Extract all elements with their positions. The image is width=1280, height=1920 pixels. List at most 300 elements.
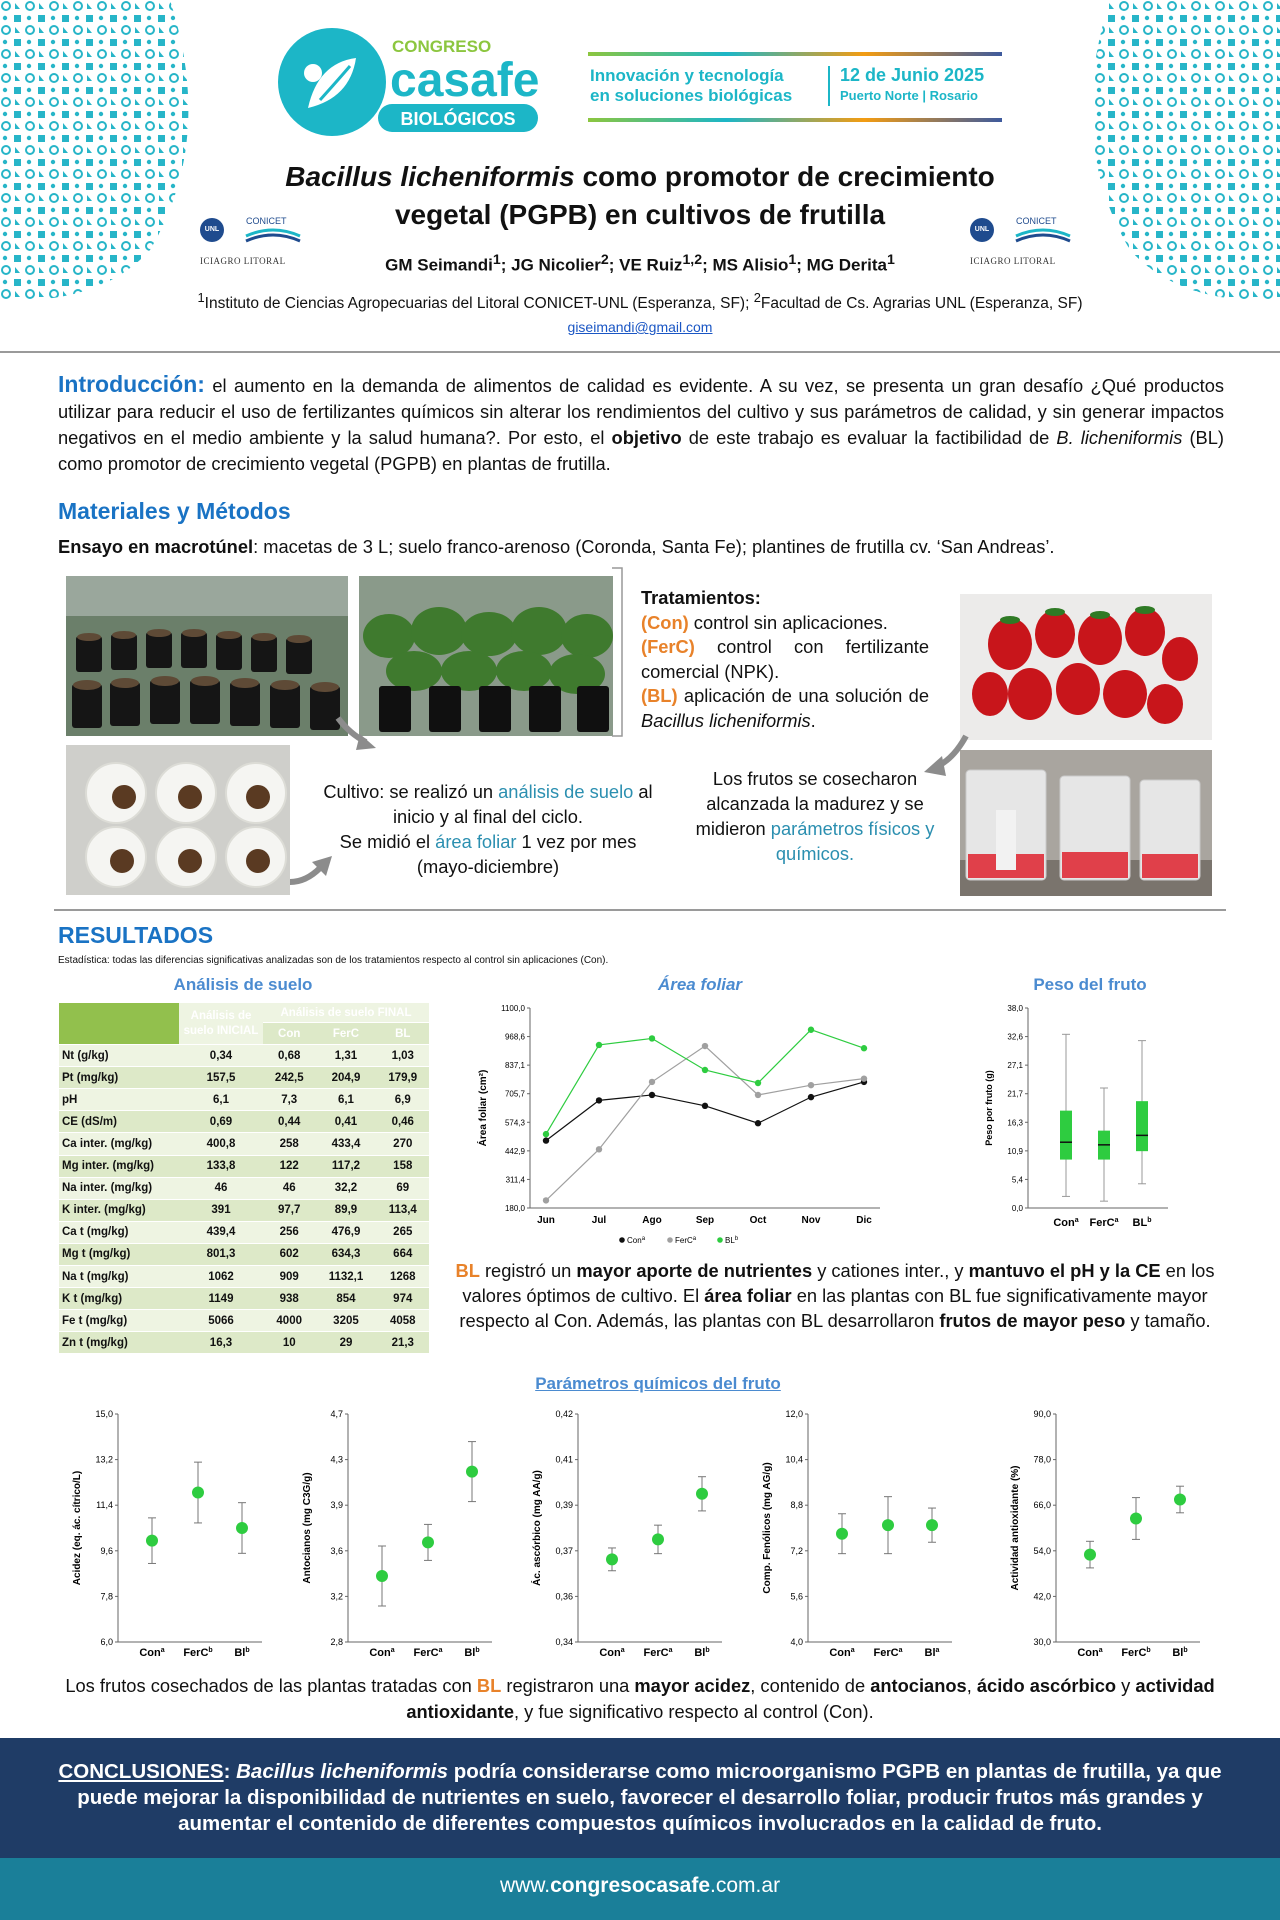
table-cell: 6,1 [315, 1089, 376, 1111]
table-row-label: Ca t (mg/kg) [59, 1221, 179, 1243]
x-tick-label [1121, 1647, 1150, 1659]
table-cell: 0,46 [377, 1111, 429, 1133]
table-cell: 433,4 [315, 1133, 376, 1155]
table-cell: 97,7 [263, 1199, 315, 1221]
data-point [755, 1120, 761, 1126]
table-cell: 46 [263, 1177, 315, 1199]
table-cell: 0,41 [315, 1111, 376, 1133]
category-letter: a [850, 1647, 855, 1654]
table-row [59, 1089, 429, 1111]
table-row-label: Pt (mg/kg) [59, 1067, 179, 1089]
x-tick-label [1090, 1217, 1119, 1229]
data-point [146, 1535, 158, 1547]
table-row [59, 1221, 429, 1243]
category-letter: a [935, 1647, 940, 1654]
table-cell: 854 [315, 1288, 376, 1310]
data-point [649, 1079, 655, 1085]
data-point [808, 1027, 814, 1033]
arrow-icon [334, 714, 380, 754]
data-point [926, 1519, 938, 1531]
introduction: Introducción: el aumento en la demanda de alimentos de calidad es evidente. A su vez, se presenta un gran desafío ¿Qué productos utilizar para reducir el uso de fertilizantes químicos sin alterar los rendimientos del cultivo y sus parámetros de calidad, y sin generar impactos negativos en el medio ambiente y la salud humana?. Por esto, el objetivo de este trabajo es evaluar la factibilidad de B. licheniformis (BL) como promotor de crecimiento vegetal (PGPB) en plantas de frutilla. [58, 371, 1224, 474]
table-cell: 602 [263, 1243, 315, 1265]
x-tick-label: Jul [591, 1215, 607, 1226]
category-letter: b [475, 1647, 480, 1654]
legend-letter: a [641, 1236, 646, 1242]
category-letter: b [208, 1647, 213, 1654]
poster-title: Bacillus licheniformis como promotor de crecimiento vegetal (PGPB) en cultivos de frutilla [285, 161, 995, 230]
statistics-note: Estadística: todas las diferencias significativas analizadas son de los tratamientos respecto al control sin aplicaciones (Con). [58, 955, 609, 966]
y-tick-label: 32,6 [1007, 1032, 1023, 1042]
table-cell: 439,4 [179, 1221, 263, 1243]
legend-entry [627, 1236, 646, 1245]
table-cell: 1062 [179, 1266, 263, 1288]
y-tick-label: 7,2 [790, 1545, 803, 1556]
category-letter: a [160, 1647, 165, 1654]
y-tick-label: 3,9 [330, 1500, 343, 1511]
table-row-label: Ca inter. (mg/kg) [59, 1133, 179, 1155]
x-tick-label [1077, 1647, 1102, 1659]
table-cell: 3205 [315, 1310, 376, 1332]
category-name: Bl [924, 1647, 936, 1659]
category-name: FerC [643, 1647, 669, 1659]
data-point [702, 1067, 708, 1073]
table-cell: 242,5 [263, 1067, 315, 1089]
table-cell: 1149 [179, 1288, 263, 1310]
y-tick-label: 78,0 [1033, 1454, 1051, 1465]
data-point [649, 1035, 655, 1041]
data-point [543, 1137, 549, 1143]
y-tick-label: 9,6 [100, 1545, 113, 1556]
table-cell: 133,8 [179, 1155, 263, 1177]
table-cell: 974 [377, 1288, 429, 1310]
box [1136, 1101, 1148, 1151]
affiliations: $^1$Instituto de Ciencias Agropecuarias del Litoral CONICET-UNL (Esperanza, SF); $^2$Facultad de Cs. Agrarias UNL (Esperanza, SF) [197, 290, 1083, 313]
table-row [59, 1332, 429, 1354]
y-axis-label: Comp. Fenólicos (mg AG/g) [762, 1462, 773, 1594]
legend-entry [725, 1236, 739, 1245]
data-point [702, 1103, 708, 1109]
table-cell: 46 [179, 1177, 263, 1199]
data-point [606, 1553, 618, 1565]
x-tick-label [1133, 1217, 1152, 1229]
y-axis-label: Ác. ascórbico (mg AA/g) [532, 1470, 543, 1586]
table-cell: 89,9 [315, 1199, 376, 1221]
y-tick-label: 5,6 [790, 1591, 803, 1602]
acidity-chart [62, 1400, 272, 1660]
table-cell: 32,2 [315, 1177, 376, 1199]
bracket [610, 566, 630, 738]
data-point [1130, 1513, 1142, 1525]
x-tick-label [369, 1647, 394, 1659]
legend-marker [717, 1237, 723, 1243]
category-name: Con [369, 1647, 391, 1659]
table-cell: 122 [263, 1155, 315, 1177]
y-tick-label: 0,34 [555, 1637, 573, 1647]
x-tick-label [464, 1647, 479, 1659]
y-tick-label: 54,0 [1033, 1545, 1051, 1556]
table-row [59, 1199, 429, 1221]
y-tick-label: 180,0 [504, 1204, 525, 1213]
y-tick-label: 837,1 [504, 1061, 525, 1071]
table-cell: 0,44 [263, 1111, 315, 1133]
table-cell: 391 [179, 1199, 263, 1221]
table-cell: 265 [377, 1221, 429, 1243]
table-cell: 16,3 [179, 1332, 263, 1354]
photo-strawberries [960, 594, 1212, 740]
photo-strawberry-plants [359, 576, 613, 736]
slogan-line-2: en soluciones biológicas [590, 86, 793, 105]
table-cell: 400,8 [179, 1133, 263, 1155]
category-name: FerC [1089, 1217, 1115, 1229]
category-name: FerC [873, 1647, 899, 1659]
data-point [649, 1092, 655, 1098]
table-cell: 117,2 [315, 1155, 376, 1177]
category-name: Con [139, 1647, 161, 1659]
header-slogan [588, 52, 1002, 122]
category-name: Bl [1172, 1647, 1184, 1659]
x-tick-label: Sep [695, 1215, 715, 1226]
header-final: Análisis de suelo FINAL [263, 1003, 429, 1023]
category-letter: a [438, 1647, 443, 1654]
contact-email-link[interactable]: giseimandi@gmail.com [567, 319, 713, 335]
photo-pots-macrotunnel [66, 576, 348, 736]
y-tick-label: 3,6 [330, 1545, 343, 1556]
x-tick-label [874, 1647, 903, 1659]
table-cell: 29 [315, 1332, 376, 1354]
table-cell: 157,5 [179, 1067, 263, 1089]
table-row-label: K t (mg/kg) [59, 1288, 179, 1310]
y-axis-label: Antocianos (mg C3G/g) [302, 1472, 313, 1584]
y-tick-label: 0,37 [555, 1545, 573, 1556]
category-name: Con [1077, 1647, 1099, 1659]
category-letter: b [1146, 1647, 1151, 1654]
data-point [861, 1075, 867, 1081]
table-cell: 0,34 [179, 1045, 263, 1067]
category-name: Con [829, 1647, 851, 1659]
category-letter: b [1147, 1217, 1152, 1224]
data-point [755, 1092, 761, 1098]
x-tick-label [644, 1647, 673, 1659]
category-name: BL [1132, 1217, 1148, 1229]
fruit-summary: Los frutos cosechados de las plantas tratadas con BL registraron una mayor acidez, contenido de antocianos, ácido ascórbico y actividad antioxidante, y fue significativo respecto al control (Con). [65, 1675, 1215, 1722]
y-tick-label: 1100,0 [501, 1004, 525, 1013]
table-cell: 476,9 [315, 1221, 376, 1243]
category-name: FerC [413, 1647, 439, 1659]
iciagro-logo: ICIAGRO LITORAL [970, 256, 1056, 266]
category-name: Bl [694, 1647, 706, 1659]
category-letter: a [1074, 1217, 1079, 1224]
data-point [652, 1533, 664, 1545]
table-row-label: pH [59, 1089, 179, 1111]
y-tick-label: 13,2 [95, 1454, 113, 1465]
chemical-params-title: Parámetros químicos del fruto [535, 1374, 781, 1393]
table-cell: 7,3 [263, 1089, 315, 1111]
table-cell: 1,31 [315, 1045, 376, 1067]
table-cell: 1268 [377, 1266, 429, 1288]
header-initial: Análisis de suelo INICIAL [179, 1003, 263, 1045]
table-cell: 1,03 [377, 1045, 429, 1067]
table-row-label: Mg t (mg/kg) [59, 1243, 179, 1265]
x-tick-label: Dic [856, 1215, 872, 1226]
legend-name: BL [725, 1236, 735, 1245]
unl-logo: UNL [970, 218, 994, 242]
data-point [696, 1488, 708, 1500]
table-cell: 179,9 [377, 1067, 429, 1089]
table-row [59, 1288, 429, 1310]
y-tick-label: 10,4 [785, 1454, 803, 1465]
table-row-label: Mg inter. (mg/kg) [59, 1155, 179, 1177]
x-tick-label [414, 1647, 443, 1659]
phenolics-chart [752, 1400, 962, 1660]
table-row [59, 1310, 429, 1332]
cultivation-description: Cultivo: se realizó un análisis de suelo al inicio y al final del ciclo. Se midió el área foliar 1 vez por mes (mayo-diciembre) [323, 781, 653, 877]
data-point [596, 1097, 602, 1103]
y-tick-label: 66,0 [1033, 1500, 1051, 1511]
leaf-area-chart [470, 996, 900, 1245]
table-cell: 4058 [377, 1310, 429, 1332]
table-row-label: Na t (mg/kg) [59, 1266, 179, 1288]
x-tick-label [139, 1647, 164, 1659]
category-letter: a [1114, 1217, 1119, 1224]
y-tick-label: 0,0 [1011, 1204, 1023, 1213]
y-axis-label: Área foliar (cm²) [478, 1069, 489, 1147]
conclusions-heading: CONCLUSIONES [58, 1760, 224, 1783]
table-row [59, 1045, 429, 1067]
y-tick-label: 968,6 [504, 1032, 525, 1042]
data-point [861, 1045, 867, 1051]
y-tick-label: 5,4 [1011, 1175, 1023, 1185]
harvest-description: Los frutos se cosecharon alcanzada la madurez y se midieron parámetros físicos y químicos. [695, 768, 935, 864]
y-tick-label: 311,4 [505, 1175, 525, 1185]
table-row-label: K inter. (mg/kg) [59, 1199, 179, 1221]
logo-pre: CONGRESO [392, 37, 492, 56]
y-axis-label: Actividad antioxidante (%) [1010, 1465, 1021, 1591]
data-point [376, 1570, 388, 1582]
y-tick-label: 3,2 [330, 1591, 343, 1602]
category-name: Bl [234, 1647, 246, 1659]
table-cell: 664 [377, 1243, 429, 1265]
methods-ensayo: Ensayo en macrotúnel: macetas de 3 L; suelo franco-arenoso (Coronda, Santa Fe); plantines de frutilla cv. ‘San Andreas’. [58, 536, 1055, 557]
anthocyanins-chart [292, 1400, 502, 1660]
y-tick-label: 574,3 [504, 1118, 525, 1128]
legend-entry [675, 1236, 697, 1245]
table-cell: 4000 [263, 1310, 315, 1332]
category-letter: a [390, 1647, 395, 1654]
table-row-label: Fe t (mg/kg) [59, 1310, 179, 1332]
y-tick-label: 705,7 [504, 1089, 525, 1099]
iciagro-logo: ICIAGRO LITORAL [200, 256, 286, 266]
data-point [236, 1522, 248, 1534]
date-day: 12 [840, 65, 861, 85]
legend-marker [619, 1237, 625, 1243]
y-tick-label: 0,39 [555, 1500, 573, 1511]
category-letter: b [705, 1647, 710, 1654]
table-row [59, 1177, 429, 1199]
y-tick-label: 442,9 [504, 1146, 525, 1156]
authors: GM Seimandi$^1$; JG Nicolier$^2$; VE Ruiz$^{1,2}$; MS Alisio$^1$; MG Derita$^1$ [385, 252, 895, 275]
category-name: Bl [464, 1647, 476, 1659]
table-cell: 634,3 [315, 1243, 376, 1265]
y-tick-label: 27,1 [1007, 1061, 1023, 1071]
decorative-pattern-right [1070, 0, 1280, 305]
ascorbic-acid-chart [522, 1400, 732, 1660]
divider [54, 909, 1226, 911]
x-tick-label [599, 1647, 624, 1659]
y-tick-label: 0,36 [555, 1591, 573, 1602]
y-tick-label: 38,0 [1007, 1004, 1023, 1013]
results-heading: RESULTADOS [58, 922, 214, 948]
x-tick-label [829, 1647, 854, 1659]
y-tick-label: 30,0 [1033, 1637, 1051, 1647]
table-cell: 256 [263, 1221, 315, 1243]
x-tick-label [183, 1647, 212, 1659]
y-tick-label: 12,0 [785, 1409, 803, 1419]
data-point [808, 1082, 814, 1088]
table-row-label: Nt (g/kg) [59, 1045, 179, 1067]
table-cell: 6,9 [377, 1089, 429, 1111]
table-row [59, 1243, 429, 1265]
series-line-con [546, 1082, 864, 1141]
x-tick-label: Jun [537, 1215, 555, 1226]
soil-analysis-title: Análisis de suelo [173, 975, 313, 994]
table-cell: 938 [263, 1288, 315, 1310]
table-cell: 0,69 [179, 1111, 263, 1133]
conicet-logo: CONICET [246, 216, 287, 226]
x-tick-label [1172, 1647, 1187, 1659]
data-point [702, 1043, 708, 1049]
data-point [808, 1094, 814, 1100]
y-tick-label: 10,9 [1007, 1146, 1023, 1156]
legend-name: Con [627, 1236, 642, 1245]
data-point [192, 1487, 204, 1499]
category-name: FerC [1121, 1647, 1147, 1659]
date-rest: de Junio 2025 [860, 65, 985, 85]
table-cell: 6,1 [179, 1089, 263, 1111]
soil-analysis-table: Análisis de suelo INICIAL Análisis de suelo FINAL Con FerC BL Nt (g/kg) 0,34 0,68 1,31 1,03 Pt (mg/kg) 157,5 242,5 204,9 179,9 pH 6,1 7,3 6,1 6,9 CE (dS/m) 0,69 0,44 0,41 0,46 Ca inter. (mg/kg) 400,8 258 433,4 270 Mg inter. (mg/kg) 133,8 122 117,2 158 Na inter. (mg/kg) 46 46 32,2 69 K inter. (mg/kg) 391 97,7 89,9 113,4 Ca t (mg/kg) 439,4 256 476,9 265 Mg t (mg/kg) 801,3 602 634,3 664 Na t (mg/kg) 1062 909 1132,1 1268 K t (mg/kg) 1149 938 854 974 Fe t (mg/kg) 5066 4000 3205 4058 Zn t (mg/kg) 16,3 10 29 21,3 [59, 1003, 429, 1354]
treatments: Tratamientos: (Con) control sin aplicaciones. (FerC) control con fertilizante comercial (NPK). (BL) aplicación de una solución de Bacillus licheniformis. [641, 587, 929, 731]
table-cell: 113,4 [377, 1199, 429, 1221]
table-row [59, 1266, 429, 1288]
data-point [596, 1042, 602, 1048]
table-cell: 0,68 [263, 1045, 315, 1067]
table-cell: 270 [377, 1133, 429, 1155]
data-point [1084, 1549, 1096, 1561]
data-point [755, 1080, 761, 1086]
table-cell: 158 [377, 1155, 429, 1177]
category-letter: a [668, 1647, 673, 1654]
introduction-heading: Introducción: [58, 371, 205, 397]
category-name: Con [599, 1647, 621, 1659]
table-cell: 204,9 [315, 1067, 376, 1089]
data-point [836, 1528, 848, 1540]
table-cell: 5066 [179, 1310, 263, 1332]
table-row-label: CE (dS/m) [59, 1111, 179, 1133]
antioxidant-chart [1000, 1400, 1210, 1660]
category-letter: b [245, 1647, 250, 1654]
category-letter: a [620, 1647, 625, 1654]
y-tick-label: 4,3 [330, 1454, 343, 1465]
y-tick-label: 4,7 [330, 1409, 343, 1419]
date-place: Puerto Norte | Rosario [840, 88, 978, 103]
data-point [596, 1146, 602, 1152]
table-cell: 801,3 [179, 1243, 263, 1265]
decorative-pattern-left [0, 0, 210, 305]
x-tick-label: Ago [642, 1215, 662, 1226]
logo-main: casafe [390, 54, 540, 107]
y-tick-label: 0,41 [555, 1454, 573, 1465]
table-row [59, 1155, 429, 1177]
data-point [1174, 1494, 1186, 1506]
photo-beakers [960, 750, 1212, 896]
leaf-area-title: Área foliar [657, 975, 743, 994]
table-cell: 1132,1 [315, 1266, 376, 1288]
legend-name: FerC [675, 1236, 693, 1245]
y-tick-label: 90,0 [1033, 1409, 1051, 1419]
data-point [882, 1519, 894, 1531]
fruit-weight-title: Peso del fruto [1033, 975, 1147, 994]
table-cell: 69 [377, 1177, 429, 1199]
data-point [543, 1197, 549, 1203]
y-tick-label: 0,42 [555, 1409, 573, 1419]
y-tick-label: 15,0 [95, 1409, 113, 1419]
y-axis-label: Acidez (eq. ác. cítrico/L) [72, 1470, 83, 1586]
slogan-line-1: Innovación y tecnología [590, 66, 784, 85]
legend-letter: b [734, 1236, 739, 1242]
divider [0, 351, 1280, 353]
x-tick-label [925, 1647, 940, 1659]
category-letter: a [898, 1647, 903, 1654]
y-tick-label: 8,8 [790, 1500, 803, 1511]
congress-logo [278, 28, 540, 136]
category-letter: a [1098, 1647, 1103, 1654]
y-tick-label: 21,7 [1007, 1089, 1023, 1099]
y-tick-label: 16,3 [1007, 1118, 1023, 1128]
category-name: FerC [183, 1647, 209, 1659]
legend-letter: a [692, 1236, 697, 1242]
y-tick-label: 11,4 [96, 1500, 113, 1511]
conicet-logo: CONICET [1016, 216, 1057, 226]
conclusions: CONCLUSIONES: Bacillus licheniformis podría considerarse como microorganismo PGPB en plantas de frutilla, ya que puede mejorar la disponibilidad de nutrientes en suelo, favorecer el desarrollo foliar, producir frutos más grandes y aumentar el contenido de diferentes compuestos químicos involucrados en la calidad de fruto. [58, 1760, 1222, 1835]
data-point [543, 1131, 549, 1137]
table-cell: 258 [263, 1133, 315, 1155]
table-cell: 21,3 [377, 1332, 429, 1354]
title-species: Bacillus licheniformis [285, 161, 575, 192]
unl-logo: UNL [200, 218, 224, 242]
table-row-label: Zn t (mg/kg) [59, 1332, 179, 1354]
x-tick-label: Oct [749, 1215, 767, 1226]
y-tick-label: 2,8 [330, 1637, 343, 1647]
x-tick-label [694, 1647, 709, 1659]
table-row [59, 1067, 429, 1089]
table-row [59, 1111, 429, 1133]
fruit-weight-chart [978, 996, 1188, 1236]
table-cell: 909 [263, 1266, 315, 1288]
footer-website-link[interactable]: www.congresocasafe.com.ar [499, 1874, 781, 1897]
box [1060, 1111, 1072, 1160]
category-letter: b [1183, 1647, 1188, 1654]
y-tick-label: 7,8 [100, 1591, 113, 1602]
photo-soil-samples [66, 745, 290, 895]
logo-sub: BIOLÓGICOS [400, 109, 516, 129]
table-row [59, 1133, 429, 1155]
x-tick-label: Nov [801, 1215, 821, 1226]
table-row-label: Na inter. (mg/kg) [59, 1177, 179, 1199]
data-point [422, 1536, 434, 1548]
methods-heading: Materiales y Métodos [58, 498, 291, 524]
data-point [466, 1466, 478, 1478]
y-tick-label: 42,0 [1033, 1591, 1051, 1602]
y-tick-label: 6,0 [100, 1637, 113, 1647]
